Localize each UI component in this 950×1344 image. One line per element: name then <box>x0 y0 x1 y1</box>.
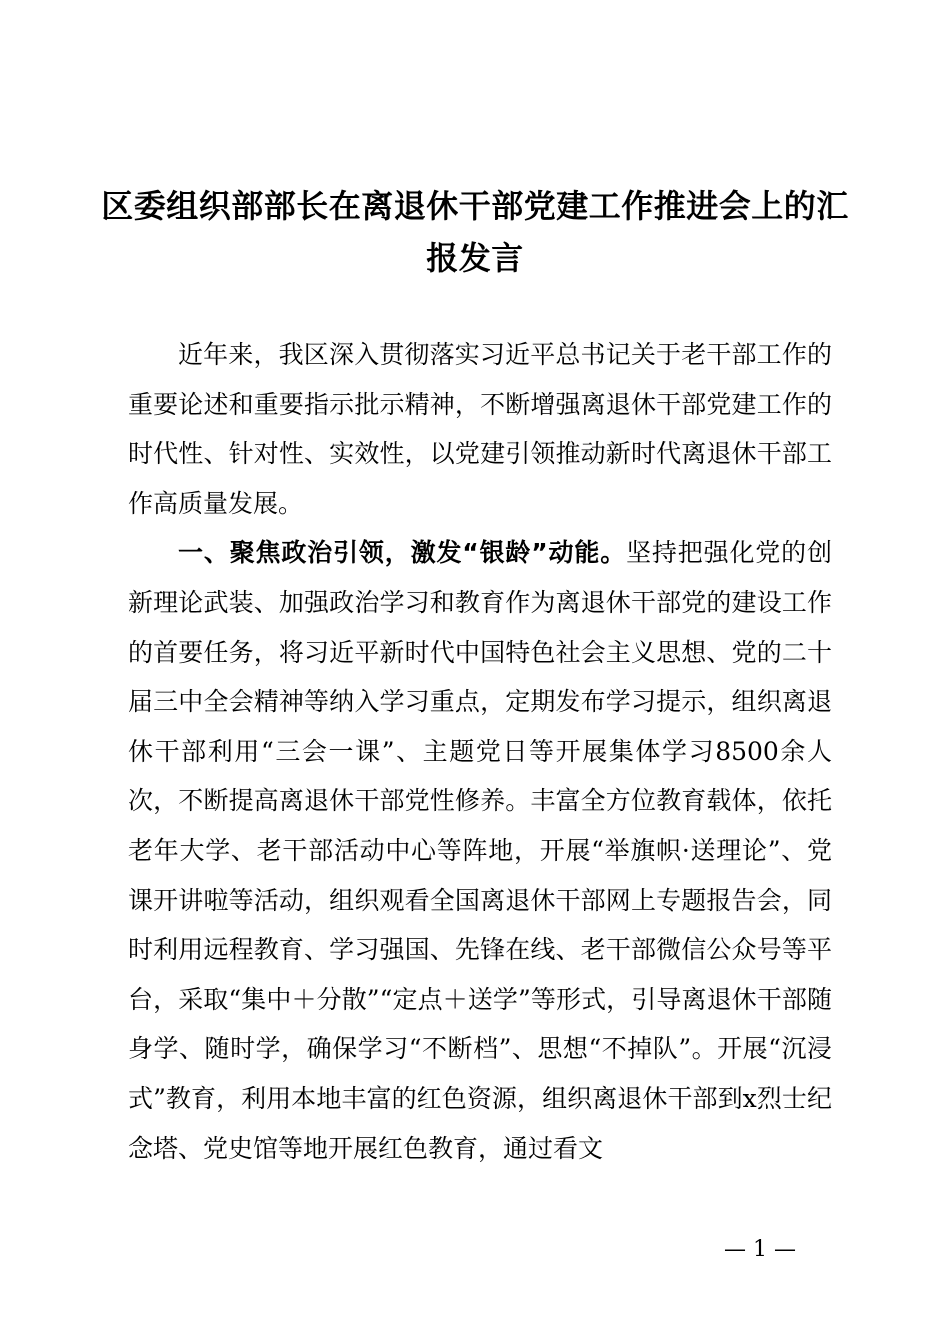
paragraph-intro <box>128 330 832 528</box>
section-heading: 一、聚焦政治引领，激发“银龄”动能。 <box>178 538 627 568</box>
page-number: — 1 — <box>724 1237 796 1262</box>
document-title: 区委组织部部长在离退休干部党建工作推进会上的汇报发言 <box>101 187 849 277</box>
paragraph-section-one <box>128 528 832 1173</box>
paragraph-text: 近年来，我区深入贯彻落实习近平总书记关于老干部工作的重要论述和重要指示批示精神，不断增强离退休干部党建工作的时代性、针对性、实效性，以党建引领推动新时代离退休干部工作高质量发展。 <box>128 340 832 518</box>
paragraph-text: 坚持把强化党的创新理论武装、加强政治学习和教育作为离退休干部党的建设工作的首要任务，将习近平新时代中国特色社会主义思想、党的二十届三中全会精神等纳入学习重点，定期发布学习提示，组织离退休干部利用“三会一课”、主题党日等开展集体学习8500余人次，不断提高离退休干部党性修养。丰富全方位教育载体，依托老年大学、老干部活动中心等阵地，开展“举旗帜·送理论”、党课开讲啦等活动，组织观看全国离退休干部网上专题报告会，同时利用远程教育、学习强国、先锋在线、老干部微信公众号等平台，采取“集中＋分散”“定点＋送学”等形式，引导离退休干部随身学、随时学，确保学习“不断档”、思想“不掉队”。开展“沉浸式”教育，利用本地丰富的红色资源，组织离退休干部到x烈士纪念塔、党史馆等地开展红色教育，通过看文 <box>128 538 832 1163</box>
document-body <box>128 330 832 1173</box>
